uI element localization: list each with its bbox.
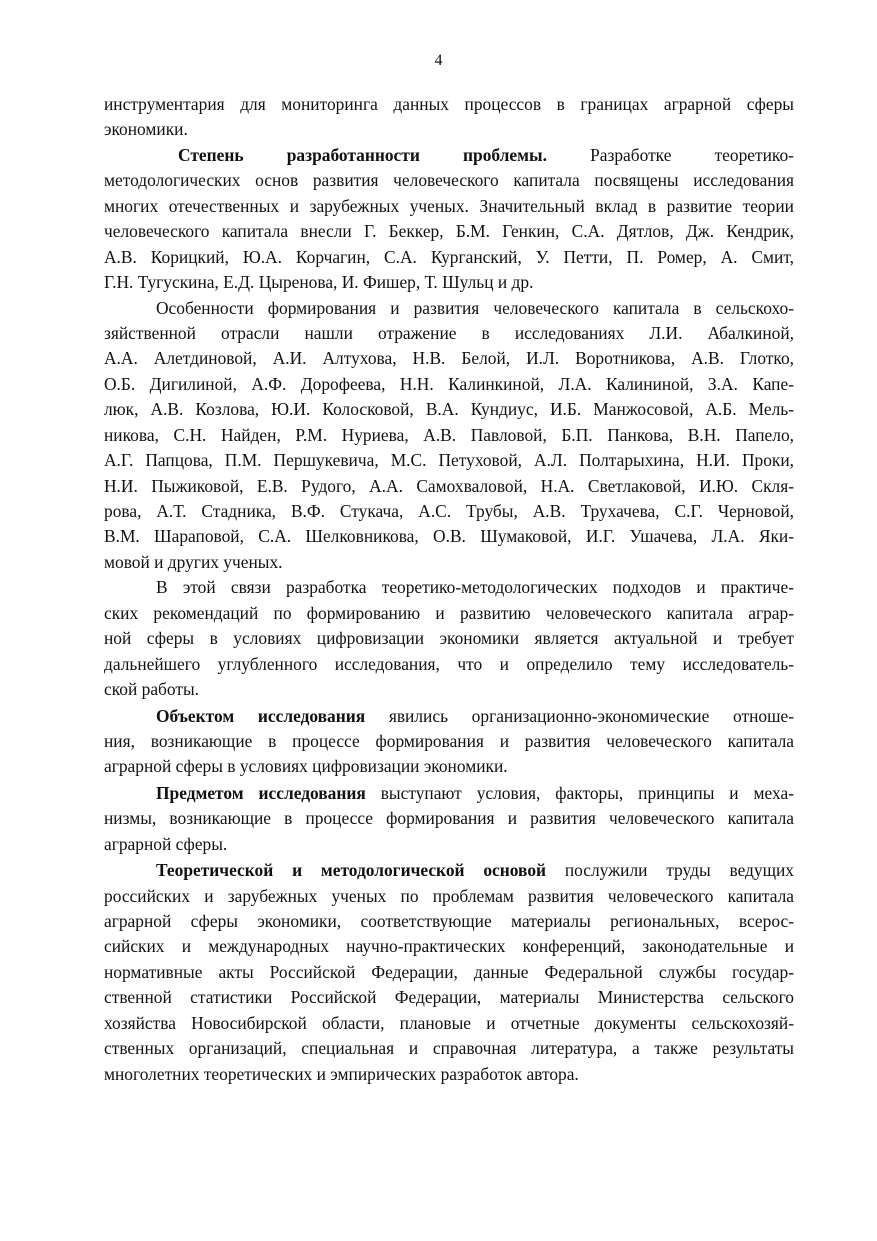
- text-line: [104, 296, 794, 321]
- text-line: [104, 884, 794, 909]
- line-text: многих отечественных и зарубежных ученых. Значительный вклад в развитие теории: [104, 195, 794, 216]
- text-line: [104, 704, 794, 729]
- text-line: [104, 524, 794, 549]
- text-line: [104, 550, 794, 575]
- text-line: [104, 832, 794, 857]
- line-text: ских рекомендаций по формированию и развитию человеческого капитала аграр-: [104, 602, 794, 623]
- text-line: [104, 92, 794, 117]
- text-line: [104, 245, 794, 270]
- line-text: О.Б. Дигилиной, А.Ф. Дорофеева, Н.Н. Калинкиной, Л.А. Калининой, З.А. Капе-: [104, 373, 794, 394]
- bold-lead: Объектом исследования: [156, 705, 366, 726]
- text-line: [104, 448, 794, 473]
- line-text: В этой связи разработка теоретико-методологических подходов и практиче-: [156, 577, 794, 598]
- text-line: [104, 372, 794, 397]
- paragraph: [104, 143, 794, 296]
- bold-lead-word: проблемы.: [463, 144, 547, 165]
- text-line: [104, 270, 794, 295]
- line-text: методологических основ развития человеческого капитала посвящены исследования: [104, 170, 794, 191]
- text-line: [104, 168, 794, 193]
- text-line: [104, 729, 794, 754]
- line-text: А.Г. Папцова, П.М. Першукевича, М.С. Петуховой, А.Л. Полтарыхина, Н.И. Проки,: [104, 450, 794, 471]
- line-text: нормативные акты Российской Федерации, данные Федеральной службы государ-: [104, 961, 794, 982]
- paragraph: [104, 92, 794, 143]
- line-text: ния, возникающие в процессе формирования и развития человеческого капитала: [104, 730, 794, 751]
- line-text: выступают условия, факторы, принципы и меха-: [365, 782, 794, 803]
- text-line: [104, 858, 794, 883]
- text-line: [104, 321, 794, 346]
- line-text: аграрной сферы экономики, соответствующие материалы региональных, всерос-: [104, 911, 794, 931]
- line-text: ской работы.: [104, 679, 199, 700]
- line-text: российских и зарубежных ученых по проблемам развития человеческого капитала: [104, 885, 794, 906]
- line-text: аграрной сферы.: [104, 833, 228, 854]
- line-text: никова, С.Н. Найден, Р.М. Нуриева, А.В. Павловой, Б.П. Панкова, В.Н. Папело,: [104, 424, 794, 445]
- text-line: [104, 1036, 794, 1061]
- line-text: явились организационно-экономические отноше-: [365, 705, 794, 726]
- line-text: человеческого капитала внесли Г. Беккер, Б.М. Генкин, С.А. Дятлов, Дж. Кендрик,: [104, 221, 794, 242]
- line-text: хозяйства Новосибирской области, плановые и отчетные документы сельскохозяй-: [104, 1012, 794, 1033]
- line-text: дальнейшего углубленного исследования, что и определило тему исследователь-: [104, 653, 794, 674]
- text-line: [104, 499, 794, 524]
- text-line: [104, 652, 794, 677]
- paragraph: [104, 781, 794, 857]
- bold-lead-word: Степень: [178, 144, 244, 165]
- text-line: [104, 909, 794, 934]
- text-line: [104, 397, 794, 422]
- text-line: [104, 474, 794, 499]
- line-text: мовой и других ученых.: [104, 551, 283, 572]
- text-line: [104, 143, 794, 168]
- line-text: А.В. Корицкий, Ю.А. Корчагин, С.А. Курганский, У. Петти, П. Ромер, А. Смит,: [104, 246, 794, 267]
- line-text: Г.Н. Тугускина, Е.Д. Цыренова, И. Фишер, Т. Шульц и др.: [104, 272, 534, 293]
- text-line: [104, 194, 794, 219]
- line-text: ственной статистики Российской Федерации, материалы Министерства сельского: [104, 987, 794, 1008]
- line-text: Особенности формирования и развития человеческого капитала в сельскохо-: [156, 297, 794, 318]
- line-text: Н.И. Пыжиковой, Е.В. Рудого, А.А. Самохваловой, Н.А. Светлаковой, И.Ю. Скля-: [104, 475, 794, 496]
- text-line: [104, 626, 794, 651]
- page-number: 4: [434, 52, 443, 69]
- line-text: А.А. Алетдиновой, А.И. Алтухова, Н.В. Белой, И.Л. Воротникова, А.В. Глотко,: [104, 348, 794, 369]
- text-line: [104, 219, 794, 244]
- document-body: [104, 92, 794, 1087]
- paragraph: [104, 858, 794, 1087]
- line-text: многолетних теоретических и эмпирических разработок автора.: [104, 1063, 579, 1084]
- line-text: люк, А.В. Козлова, Ю.И. Колосковой, В.А. Кундиус, И.Б. Манжосовой, А.Б. Мель-: [104, 399, 794, 420]
- paragraph: [104, 704, 794, 780]
- line-text: ной сферы в условиях цифровизации экономики является актуальной и требует: [104, 628, 794, 649]
- line-text: инструментария для мониторинга данных процессов в границах аграрной сферы: [104, 94, 794, 114]
- line-text: рова, А.Т. Стадника, В.Ф. Стукача, А.С. Трубы, А.В. Трухачева, С.Г. Черновой,: [104, 501, 794, 521]
- line-text: сийских и международных научно-практических конференций, законодательные и: [104, 936, 794, 957]
- text-line: [104, 117, 794, 142]
- text-line: [104, 806, 794, 831]
- text-line: [104, 960, 794, 985]
- text-line: [104, 423, 794, 448]
- line-text: аграрной сферы в условиях цифровизации экономики.: [104, 756, 508, 777]
- line-text: Разработке теоретико-: [590, 144, 794, 165]
- line-text: экономики.: [104, 119, 188, 140]
- bold-lead: Предметом исследования: [156, 782, 366, 803]
- text-line: [104, 781, 794, 806]
- paragraph: [104, 575, 794, 702]
- line-text: зяйственной отрасли нашли отражение в исследованиях Л.И. Абалкиной,: [104, 322, 794, 343]
- line-text: послужили труды ведущих: [546, 860, 794, 881]
- text-line: [104, 575, 794, 600]
- line-text: ственных организаций, специальная и справочная литература, а также результаты: [104, 1038, 794, 1059]
- text-line: [104, 1062, 794, 1087]
- paragraph: [104, 296, 794, 576]
- text-line: [104, 754, 794, 779]
- text-line: [104, 934, 794, 959]
- text-line: [104, 677, 794, 702]
- line-text: низмы, возникающие в процессе формирования и развития человеческого капитала: [104, 808, 794, 829]
- text-line: [104, 601, 794, 626]
- line-text: В.М. Шараповой, С.А. Шелковникова, О.В. Шумаковой, И.Г. Ушачева, Л.А. Яки-: [104, 526, 794, 547]
- text-line: [104, 1011, 794, 1036]
- bold-lead: Теоретической и методологической основой: [156, 860, 547, 881]
- text-line: [104, 346, 794, 371]
- text-line: [104, 985, 794, 1010]
- bold-lead-word: разработанности: [286, 144, 420, 165]
